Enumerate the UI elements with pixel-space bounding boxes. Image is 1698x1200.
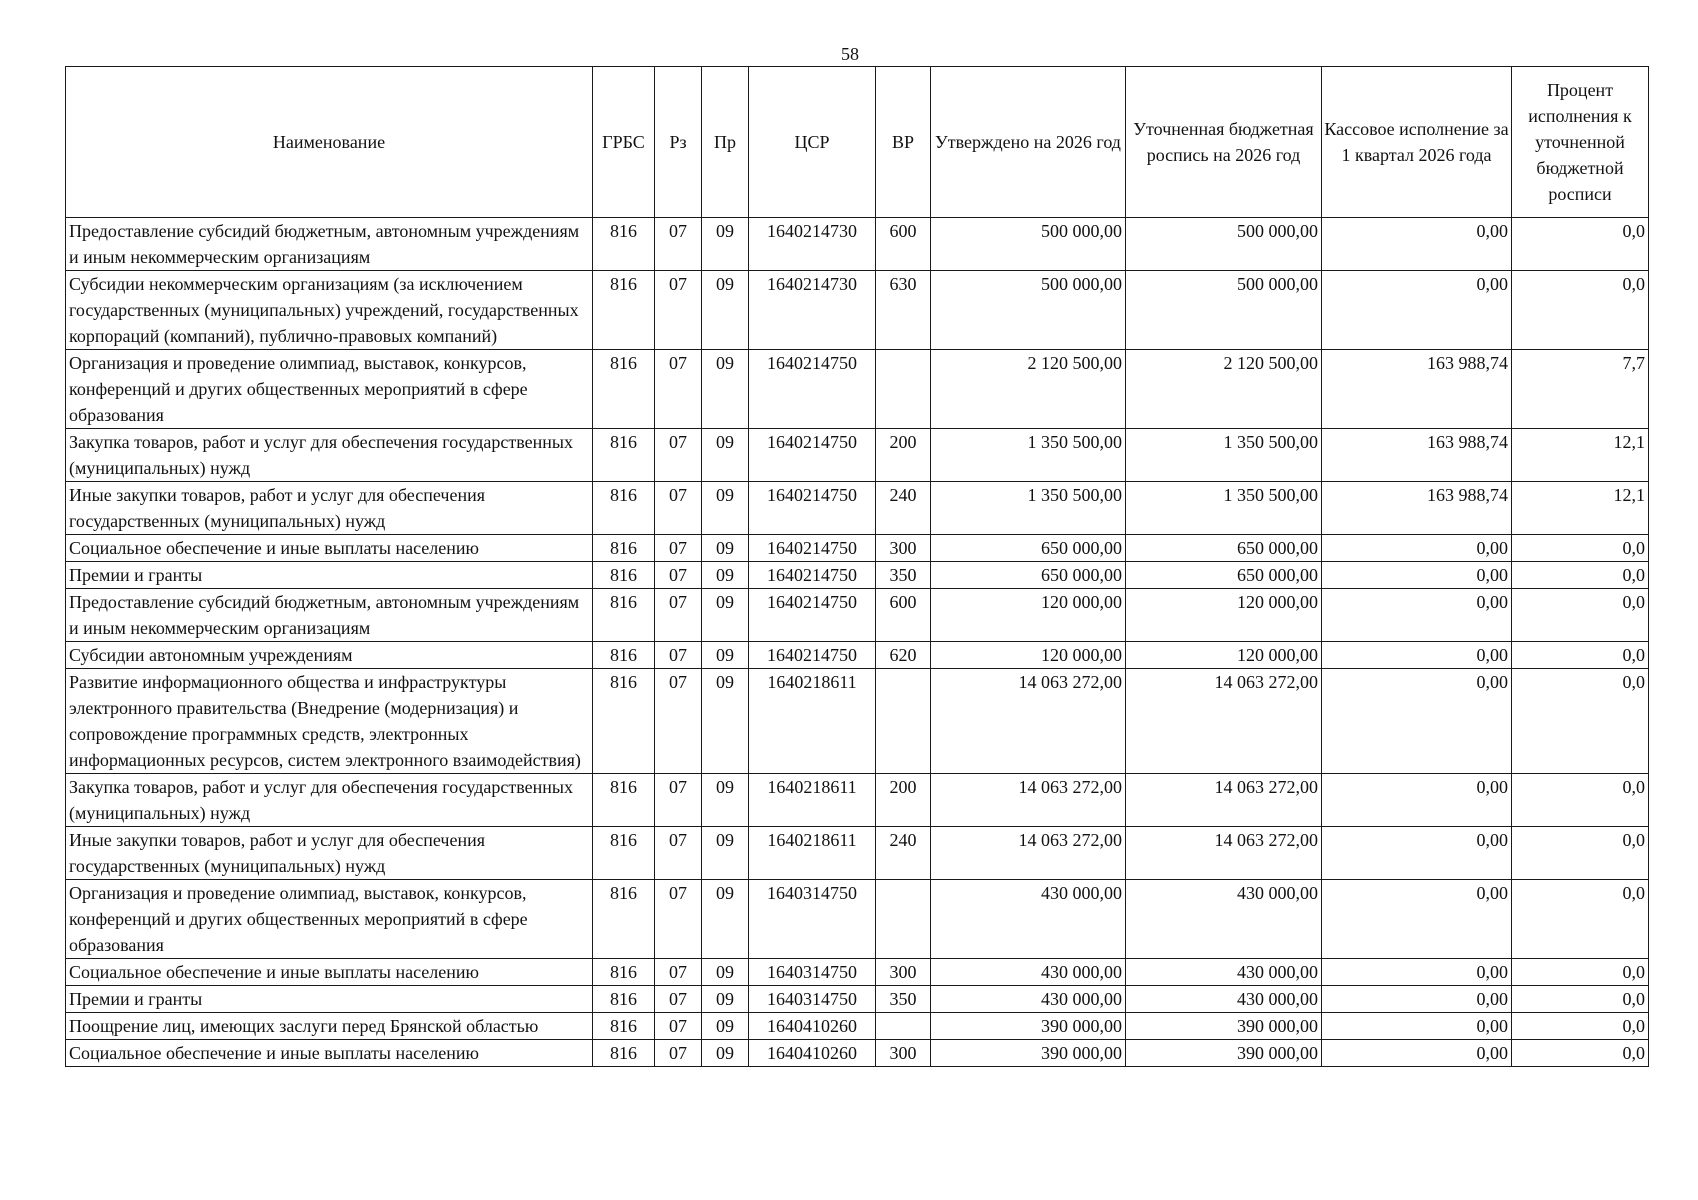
cell-rz: 07 — [655, 880, 702, 959]
cell-name: Организация и проведение олимпиад, выставок, конкурсов, конференций и других общественных мероприятий в сфере образования — [66, 880, 593, 959]
cell-approved: 120 000,00 — [931, 589, 1126, 642]
cell-refined: 430 000,00 — [1126, 959, 1322, 986]
table-row — [66, 774, 1649, 827]
cell-rz: 07 — [655, 959, 702, 986]
table-row — [66, 218, 1649, 271]
cell-vr — [876, 669, 931, 774]
cell-pr: 09 — [702, 959, 749, 986]
cell-percent: 0,0 — [1512, 669, 1649, 774]
table-body — [66, 218, 1649, 1067]
cell-csr: 1640214750 — [749, 535, 876, 562]
cell-refined: 430 000,00 — [1126, 880, 1322, 959]
table-row — [66, 642, 1649, 669]
cell-rz: 07 — [655, 774, 702, 827]
table-row — [66, 1040, 1649, 1067]
cell-csr: 1640214750 — [749, 642, 876, 669]
cell-refined: 14 063 272,00 — [1126, 669, 1322, 774]
cell-percent: 0,0 — [1512, 271, 1649, 350]
cell-approved: 500 000,00 — [931, 271, 1126, 350]
cell-cash: 163 988,74 — [1322, 429, 1512, 482]
cell-csr: 1640314750 — [749, 880, 876, 959]
cell-csr: 1640214750 — [749, 350, 876, 429]
cell-refined: 650 000,00 — [1126, 535, 1322, 562]
cell-approved: 650 000,00 — [931, 535, 1126, 562]
cell-approved: 650 000,00 — [931, 562, 1126, 589]
cell-vr: 600 — [876, 218, 931, 271]
cell-vr: 240 — [876, 482, 931, 535]
cell-cash: 0,00 — [1322, 986, 1512, 1013]
cell-pr: 09 — [702, 642, 749, 669]
cell-rz: 07 — [655, 589, 702, 642]
cell-rz: 07 — [655, 482, 702, 535]
table-row — [66, 669, 1649, 774]
cell-csr: 1640314750 — [749, 986, 876, 1013]
cell-percent: 0,0 — [1512, 1040, 1649, 1067]
table-row — [66, 535, 1649, 562]
cell-percent: 0,0 — [1512, 218, 1649, 271]
cell-cash: 0,00 — [1322, 669, 1512, 774]
cell-name: Закупка товаров, работ и услуг для обеспечения государственных (муниципальных) нужд — [66, 429, 593, 482]
cell-pr: 09 — [702, 271, 749, 350]
cell-percent: 0,0 — [1512, 959, 1649, 986]
cell-rz: 07 — [655, 350, 702, 429]
cell-grbs: 816 — [593, 827, 655, 880]
cell-refined: 14 063 272,00 — [1126, 774, 1322, 827]
cell-vr: 630 — [876, 271, 931, 350]
cell-refined: 1 350 500,00 — [1126, 429, 1322, 482]
cell-grbs: 816 — [593, 482, 655, 535]
table-row — [66, 589, 1649, 642]
cell-csr: 1640410260 — [749, 1013, 876, 1040]
cell-grbs: 816 — [593, 589, 655, 642]
cell-vr: 200 — [876, 429, 931, 482]
page-number: 58 — [841, 44, 859, 64]
cell-refined: 390 000,00 — [1126, 1013, 1322, 1040]
cell-pr: 09 — [702, 589, 749, 642]
cell-name: Закупка товаров, работ и услуг для обеспечения государственных (муниципальных) нужд — [66, 774, 593, 827]
table-row — [66, 562, 1649, 589]
header-percent: Процент исполнения к уточненной бюджетной росписи — [1512, 67, 1649, 218]
cell-rz: 07 — [655, 429, 702, 482]
cell-approved: 390 000,00 — [931, 1040, 1126, 1067]
cell-rz: 07 — [655, 271, 702, 350]
table-row — [66, 350, 1649, 429]
cell-rz: 07 — [655, 642, 702, 669]
cell-cash: 0,00 — [1322, 827, 1512, 880]
table-row — [66, 1013, 1649, 1040]
cell-pr: 09 — [702, 218, 749, 271]
header-refined: Уточненная бюджетная роспись на 2026 год — [1126, 67, 1322, 218]
cell-vr: 600 — [876, 589, 931, 642]
cell-percent: 0,0 — [1512, 1013, 1649, 1040]
cell-cash: 0,00 — [1322, 535, 1512, 562]
cell-grbs: 816 — [593, 959, 655, 986]
table-row — [66, 482, 1649, 535]
cell-percent: 7,7 — [1512, 350, 1649, 429]
cell-grbs: 816 — [593, 271, 655, 350]
cell-rz: 07 — [655, 1040, 702, 1067]
header-row — [66, 67, 1649, 218]
cell-approved: 430 000,00 — [931, 986, 1126, 1013]
cell-name: Премии и гранты — [66, 986, 593, 1013]
cell-rz: 07 — [655, 986, 702, 1013]
cell-cash: 0,00 — [1322, 562, 1512, 589]
cell-grbs: 816 — [593, 562, 655, 589]
cell-name: Премии и гранты — [66, 562, 593, 589]
table-row — [66, 429, 1649, 482]
cell-approved: 1 350 500,00 — [931, 482, 1126, 535]
cell-percent: 0,0 — [1512, 986, 1649, 1013]
cell-refined: 650 000,00 — [1126, 562, 1322, 589]
cell-pr: 09 — [702, 986, 749, 1013]
cell-name: Субсидии автономным учреждениям — [66, 642, 593, 669]
cell-name: Социальное обеспечение и иные выплаты населению — [66, 535, 593, 562]
cell-name: Предоставление субсидий бюджетным, автономным учреждениям и иным некоммерческим организациям — [66, 218, 593, 271]
cell-csr: 1640214730 — [749, 218, 876, 271]
cell-pr: 09 — [702, 562, 749, 589]
cell-rz: 07 — [655, 562, 702, 589]
header-approved: Утверждено на 2026 год — [931, 67, 1126, 218]
cell-vr — [876, 1013, 931, 1040]
cell-percent: 0,0 — [1512, 642, 1649, 669]
cell-refined: 120 000,00 — [1126, 642, 1322, 669]
cell-pr: 09 — [702, 1040, 749, 1067]
cell-csr: 1640410260 — [749, 1040, 876, 1067]
cell-name: Иные закупки товаров, работ и услуг для обеспечения государственных (муниципальных) нужд — [66, 482, 593, 535]
cell-percent: 0,0 — [1512, 827, 1649, 880]
cell-percent: 0,0 — [1512, 774, 1649, 827]
cell-vr: 200 — [876, 774, 931, 827]
cell-refined: 1 350 500,00 — [1126, 482, 1322, 535]
cell-rz: 07 — [655, 1013, 702, 1040]
cell-percent: 0,0 — [1512, 535, 1649, 562]
cell-grbs: 816 — [593, 218, 655, 271]
cell-vr: 300 — [876, 959, 931, 986]
cell-approved: 1 350 500,00 — [931, 429, 1126, 482]
cell-name: Поощрение лиц, имеющих заслуги перед Брянской областью — [66, 1013, 593, 1040]
cell-csr: 1640218611 — [749, 669, 876, 774]
cell-name: Иные закупки товаров, работ и услуг для обеспечения государственных (муниципальных) нужд — [66, 827, 593, 880]
table-row — [66, 959, 1649, 986]
cell-cash: 163 988,74 — [1322, 482, 1512, 535]
header-pr: Пр — [702, 67, 749, 218]
cell-refined: 500 000,00 — [1126, 271, 1322, 350]
cell-vr: 350 — [876, 986, 931, 1013]
cell-cash: 0,00 — [1322, 959, 1512, 986]
cell-cash: 0,00 — [1322, 642, 1512, 669]
cell-percent: 12,1 — [1512, 429, 1649, 482]
cell-rz: 07 — [655, 827, 702, 880]
cell-pr: 09 — [702, 774, 749, 827]
cell-pr: 09 — [702, 429, 749, 482]
cell-rz: 07 — [655, 218, 702, 271]
cell-vr — [876, 880, 931, 959]
cell-grbs: 816 — [593, 350, 655, 429]
cell-pr: 09 — [702, 827, 749, 880]
cell-approved: 390 000,00 — [931, 1013, 1126, 1040]
cell-refined: 500 000,00 — [1126, 218, 1322, 271]
cell-pr: 09 — [702, 880, 749, 959]
cell-rz: 07 — [655, 535, 702, 562]
cell-csr: 1640214730 — [749, 271, 876, 350]
cell-pr: 09 — [702, 1013, 749, 1040]
cell-name: Развитие информационного общества и инфраструктуры электронного правительства (Внедрение (модернизация) и сопровождение программных средств, электронных информационных ресурсов, систем электронного взаимодействия) — [66, 669, 593, 774]
cell-approved: 14 063 272,00 — [931, 774, 1126, 827]
cell-vr: 300 — [876, 1040, 931, 1067]
header-grbs: ГРБС — [593, 67, 655, 218]
cell-cash: 0,00 — [1322, 774, 1512, 827]
cell-csr: 1640214750 — [749, 429, 876, 482]
cell-cash: 0,00 — [1322, 1013, 1512, 1040]
cell-csr: 1640314750 — [749, 959, 876, 986]
table-row — [66, 880, 1649, 959]
cell-vr: 350 — [876, 562, 931, 589]
cell-refined: 2 120 500,00 — [1126, 350, 1322, 429]
cell-cash: 0,00 — [1322, 271, 1512, 350]
cell-grbs: 816 — [593, 669, 655, 774]
table-row — [66, 271, 1649, 350]
cell-refined: 14 063 272,00 — [1126, 827, 1322, 880]
cell-grbs: 816 — [593, 642, 655, 669]
cell-percent: 12,1 — [1512, 482, 1649, 535]
cell-cash: 0,00 — [1322, 880, 1512, 959]
cell-csr: 1640214750 — [749, 482, 876, 535]
cell-percent: 0,0 — [1512, 562, 1649, 589]
cell-csr: 1640214750 — [749, 589, 876, 642]
header-name: Наименование — [66, 67, 593, 218]
cell-approved: 120 000,00 — [931, 642, 1126, 669]
cell-refined: 430 000,00 — [1126, 986, 1322, 1013]
cell-name: Социальное обеспечение и иные выплаты населению — [66, 959, 593, 986]
cell-pr: 09 — [702, 669, 749, 774]
cell-approved: 14 063 272,00 — [931, 827, 1126, 880]
cell-grbs: 816 — [593, 1013, 655, 1040]
cell-grbs: 816 — [593, 986, 655, 1013]
cell-name: Социальное обеспечение и иные выплаты населению — [66, 1040, 593, 1067]
cell-vr: 240 — [876, 827, 931, 880]
cell-approved: 2 120 500,00 — [931, 350, 1126, 429]
cell-grbs: 816 — [593, 535, 655, 562]
header-csr: ЦСР — [749, 67, 876, 218]
cell-grbs: 816 — [593, 1040, 655, 1067]
budget-table — [65, 66, 1649, 1067]
cell-grbs: 816 — [593, 880, 655, 959]
cell-cash: 0,00 — [1322, 1040, 1512, 1067]
cell-approved: 430 000,00 — [931, 959, 1126, 986]
cell-cash: 0,00 — [1322, 218, 1512, 271]
cell-pr: 09 — [702, 482, 749, 535]
cell-percent: 0,0 — [1512, 880, 1649, 959]
cell-rz: 07 — [655, 669, 702, 774]
cell-pr: 09 — [702, 350, 749, 429]
cell-approved: 500 000,00 — [931, 218, 1126, 271]
cell-vr: 620 — [876, 642, 931, 669]
cell-approved: 14 063 272,00 — [931, 669, 1126, 774]
header-rz: Рз — [655, 67, 702, 218]
cell-refined: 390 000,00 — [1126, 1040, 1322, 1067]
cell-approved: 430 000,00 — [931, 880, 1126, 959]
cell-csr: 1640218611 — [749, 827, 876, 880]
header-cash: Кассовое исполнение за 1 квартал 2026 года — [1322, 67, 1512, 218]
cell-name: Организация и проведение олимпиад, выставок, конкурсов, конференций и других общественных мероприятий в сфере образования — [66, 350, 593, 429]
cell-name: Предоставление субсидий бюджетным, автономным учреждениям и иным некоммерческим организациям — [66, 589, 593, 642]
cell-cash: 0,00 — [1322, 589, 1512, 642]
cell-grbs: 816 — [593, 429, 655, 482]
cell-csr: 1640214750 — [749, 562, 876, 589]
cell-vr: 300 — [876, 535, 931, 562]
table-row — [66, 827, 1649, 880]
cell-csr: 1640218611 — [749, 774, 876, 827]
table-row — [66, 986, 1649, 1013]
cell-pr: 09 — [702, 535, 749, 562]
cell-cash: 163 988,74 — [1322, 350, 1512, 429]
cell-grbs: 816 — [593, 774, 655, 827]
cell-refined: 120 000,00 — [1126, 589, 1322, 642]
cell-name: Субсидии некоммерческим организациям (за исключением государственных (муниципальных) учреждений, государственных корпораций (компаний), публично-правовых компаний) — [66, 271, 593, 350]
cell-vr — [876, 350, 931, 429]
header-vr: ВР — [876, 67, 931, 218]
cell-percent: 0,0 — [1512, 589, 1649, 642]
